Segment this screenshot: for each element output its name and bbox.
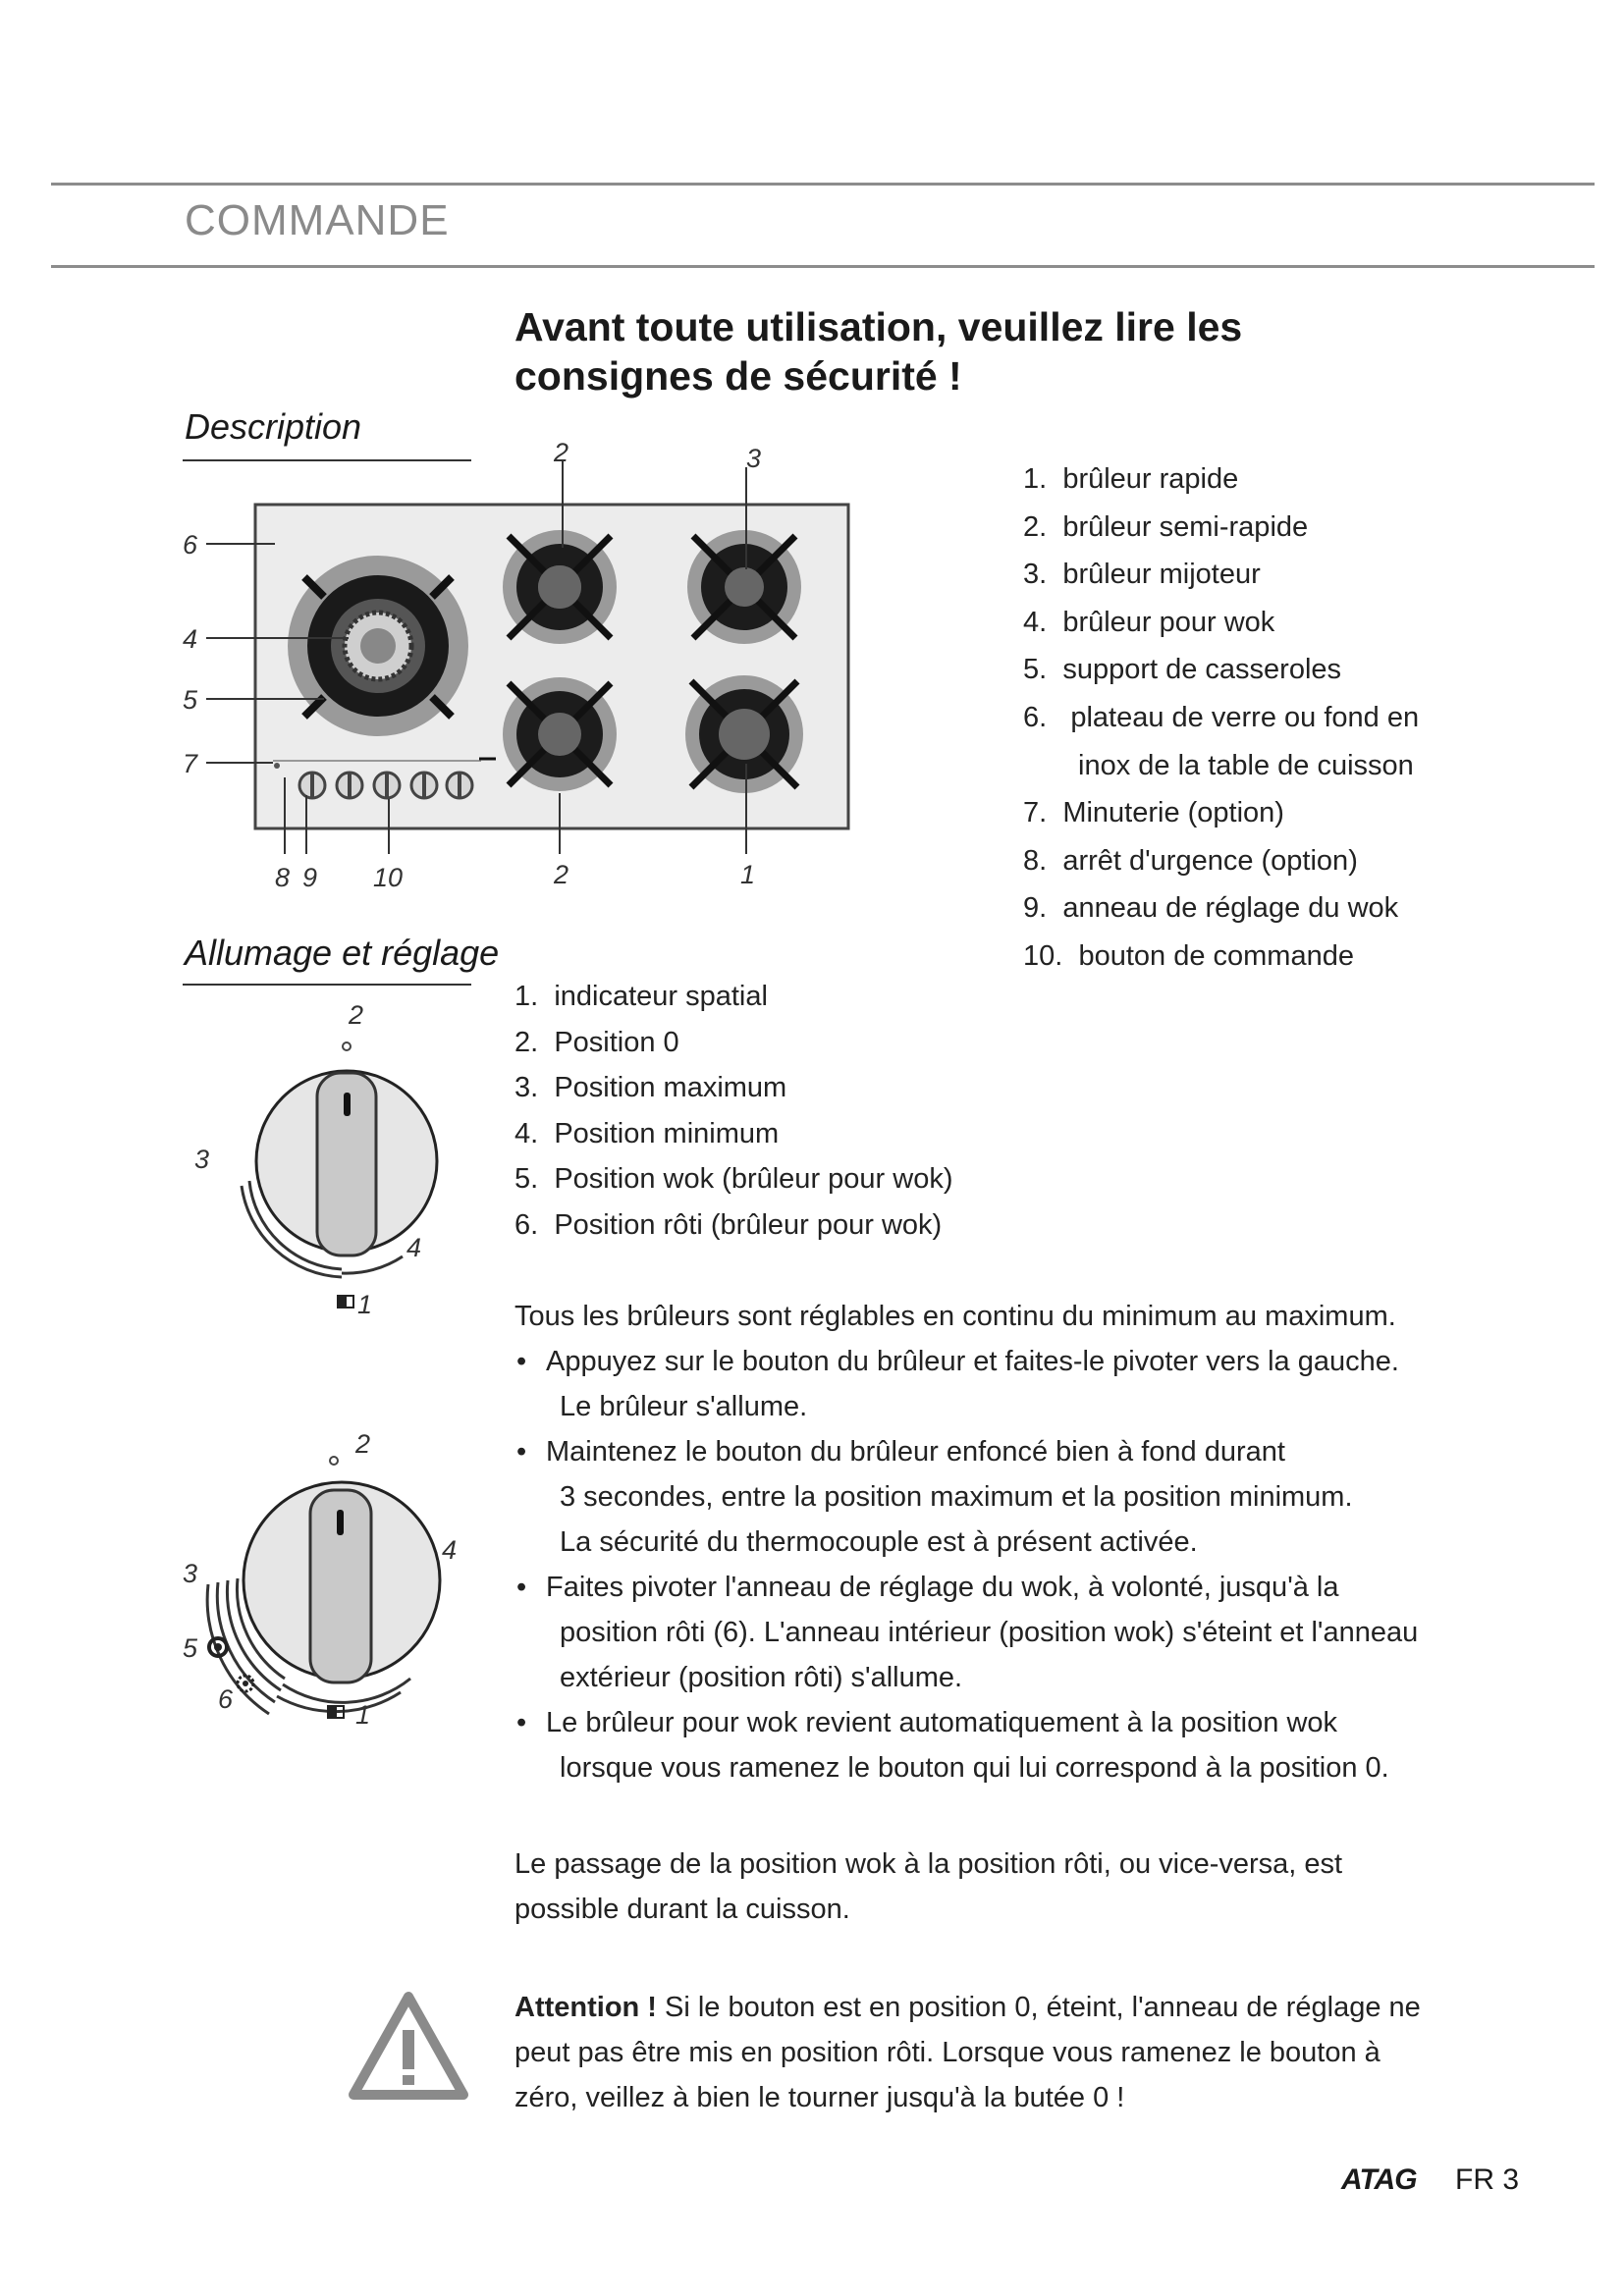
label-bottom-8: 8 — [275, 863, 291, 892]
list-item: 7. Minuterie (option) — [1023, 797, 1284, 829]
list-item: 1. brûleur rapide — [1023, 463, 1239, 495]
list-item: 2. Position 0 — [514, 1026, 679, 1058]
burner-bottom-right-icon — [685, 675, 803, 793]
list-item-continuation: inox de la table de cuisson — [1078, 749, 1414, 781]
knob1-label-2: 2 — [349, 1000, 364, 1030]
list-item: • Faites pivoter l'anneau de réglage du wok, à volonté, jusqu'à la position rôti (6). L'anneau intérieur (position wok) s'éteint et l'anneau extérieur (position rôti) s'allume. — [514, 1565, 1496, 1700]
switch-note — [514, 1842, 1342, 1932]
label-bottom-9: 9 — [302, 863, 318, 892]
positions-list — [514, 974, 952, 1249]
list-item: 5. Position wok (brûleur pour wok) — [514, 1163, 953, 1196]
ignition-steps — [514, 1339, 1496, 1790]
ignition-title-underline — [183, 984, 471, 986]
ignition-title: Allumage et réglage — [185, 933, 500, 973]
list-item: 6. plateau de verre ou fond en — [1023, 701, 1420, 733]
switch-note-line: possible durant la cuisson. — [514, 1894, 850, 1925]
list-item: 10. bouton de commande — [1023, 939, 1354, 972]
safety-headline: Avant toute utilisation, veuillez lire les consignes de sécurité ! — [514, 304, 1243, 399]
list-item: 2. brûleur semi-rapide — [1023, 510, 1309, 543]
ignition-intro: Tous les brûleurs sont réglables en continu du minimum au maximum. — [514, 1301, 1396, 1332]
list-item: 1. indicateur spatial — [514, 981, 768, 1012]
burner-bottom-left-icon — [503, 677, 617, 791]
description-title: Description — [185, 406, 362, 447]
parts-list — [1023, 455, 1419, 981]
knob-diagram-standard — [177, 999, 471, 1328]
list-item: 9. anneau de réglage du wok — [1023, 892, 1399, 925]
warning-text — [514, 1985, 1421, 2120]
label-top-2: 2 — [554, 438, 569, 467]
label-bottom-10: 10 — [373, 863, 404, 892]
knob1-label-1: 1 — [357, 1290, 373, 1319]
label-bottom-1: 1 — [740, 860, 756, 889]
list-item: 3. Position maximum — [514, 1072, 787, 1104]
list-item: 4. Position minimum — [514, 1117, 780, 1149]
burner-top-right-icon — [687, 530, 801, 644]
ignition-indicator-icon — [338, 1296, 353, 1308]
knob1-label-4: 4 — [406, 1233, 422, 1262]
list-item: 6. Position rôti (brûleur pour wok) — [514, 1208, 943, 1241]
label-bottom-2: 2 — [554, 860, 569, 889]
warning-line: peut pas être mis en position rôti. Lorsque vous ramenez le bouton à — [514, 2037, 1380, 2068]
knob2-label-3: 3 — [183, 1559, 198, 1588]
list-item: • Le brûleur pour wok revient automatiquement à la position wok lorsque vous ramenez le bouton qui lui correspond à la position 0. — [514, 1700, 1496, 1790]
list-item: 8. arrêt d'urgence (option) — [1023, 844, 1358, 877]
burner-top-left-icon — [503, 530, 617, 644]
warning-line: zéro, veillez à bien le tourner jusqu'à la butée 0 ! — [514, 2082, 1125, 2113]
brand-logo: ATAG — [1341, 2163, 1417, 2196]
label-left-4: 4 — [183, 624, 198, 654]
knob1-label-3: 3 — [194, 1145, 210, 1174]
knob2-label-1: 1 — [355, 1700, 371, 1730]
list-item: • Maintenez le bouton du brûleur enfoncé bien à fond durant 3 secondes, entre la position maximum et la position minimum. La sécurité du thermocouple est à présent activée. — [514, 1429, 1496, 1565]
cooktop-diagram — [167, 432, 874, 903]
knob-diagram-wok — [167, 1414, 481, 1737]
warning-line: Attention ! Si le bouton est en position 0, éteint, l'anneau de réglage ne — [514, 1992, 1421, 2023]
header-rule-bottom — [51, 265, 1595, 268]
knob2-label-5: 5 — [183, 1633, 198, 1663]
section-title: COMMANDE — [185, 196, 450, 244]
header-rule-top — [51, 183, 1595, 186]
label-left-5: 5 — [183, 685, 198, 715]
warning-triangle-icon — [348, 1991, 469, 2101]
warning-label: Attention ! — [514, 1992, 657, 2023]
knob2-label-2: 2 — [355, 1429, 371, 1459]
label-left-6: 6 — [183, 530, 198, 560]
knob2-label-4: 4 — [442, 1535, 458, 1565]
switch-note-line: Le passage de la position wok à la position rôti, ou vice-versa, est — [514, 1848, 1343, 1880]
list-item: • Appuyez sur le bouton du brûleur et faites-le pivoter vers la gauche. Le brûleur s'allume. — [514, 1339, 1496, 1429]
knob2-label-6: 6 — [218, 1684, 234, 1714]
page-number: FR 3 — [1455, 2163, 1520, 2196]
wok-burner-icon — [288, 556, 468, 736]
list-item: 5. support de casseroles — [1023, 654, 1342, 686]
list-item: 3. brûleur mijoteur — [1023, 559, 1261, 591]
list-item: 4. brûleur pour wok — [1023, 606, 1275, 638]
label-left-7: 7 — [183, 749, 198, 778]
label-top-3: 3 — [746, 444, 762, 473]
